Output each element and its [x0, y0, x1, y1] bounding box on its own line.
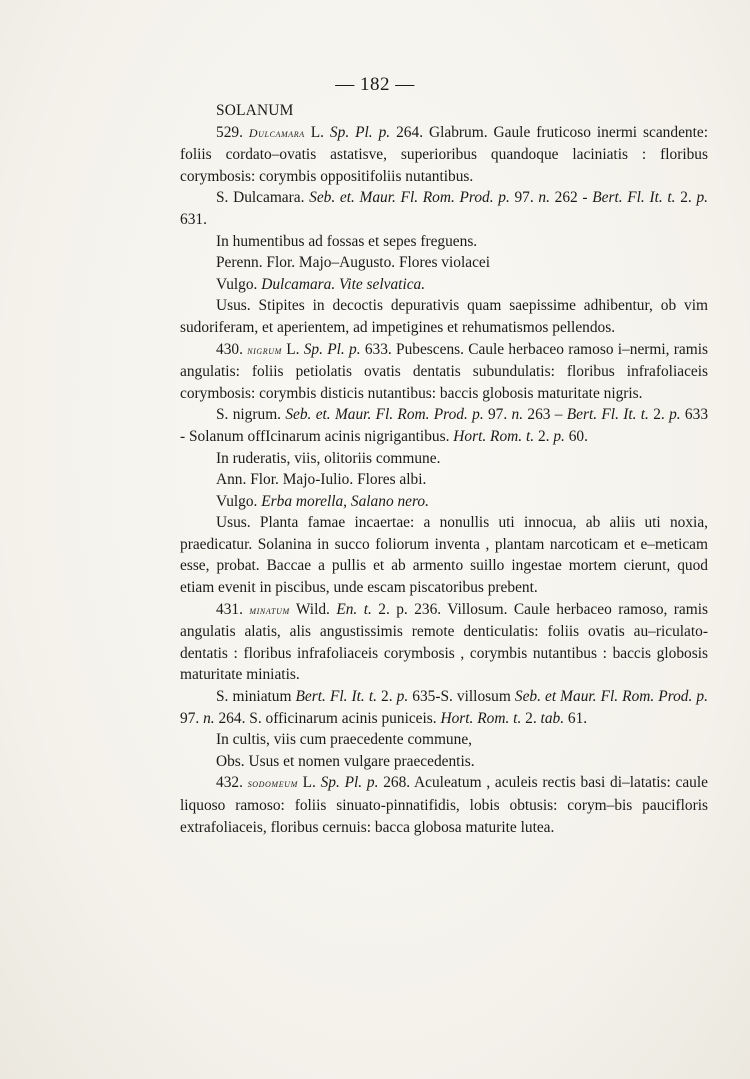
vernacular-label: Vulgo.: [216, 492, 262, 510]
description-text: 264. Glabrum. Gaule fruticoso inermi scandente: foliis cordato–ovatis astatisve, superioribus quandoque laciniatis : floribus corymbosis: corymbis oppositifoliis nutantibus.: [180, 123, 708, 185]
species-name: sodomeum: [247, 776, 298, 791]
syn-ref: n.: [203, 709, 215, 727]
entry-description: [180, 599, 708, 686]
syn-ref: tab.: [540, 709, 565, 727]
synonymy: [180, 686, 708, 729]
syn-text: 633 - Solanum offIcinarum acinis nigrigantibus.: [180, 406, 709, 445]
vernacular-label: Vulgo.: [216, 275, 262, 293]
entry-number: 431.: [216, 600, 243, 618]
section-title: SOLANUM: [216, 102, 294, 119]
syn-text: 97.: [509, 189, 539, 207]
syn-ref: Seb. et. Maur. Fl. Rom. Prod. p.: [309, 189, 510, 207]
ref-author: L.: [281, 340, 304, 358]
syn-ref: n.: [511, 406, 524, 424]
ref-author: L.: [304, 123, 330, 141]
species-name: minatum: [249, 602, 290, 617]
syn-text: 97.: [483, 406, 512, 424]
syn-text: S. miniatum: [216, 688, 296, 706]
synonymy: [180, 404, 708, 447]
syn-text: 2.: [648, 406, 670, 424]
syn-ref: p.: [553, 427, 565, 445]
ref-work: En. t.: [336, 600, 372, 618]
syn-ref: Hort. Rom. t.: [453, 427, 535, 445]
syn-ref: p.: [696, 189, 708, 207]
syn-ref: Hort. Rom. t.: [440, 709, 522, 727]
syn-text: S. Dulcamara.: [216, 189, 310, 207]
syn-text: 2.: [675, 189, 697, 207]
syn-ref: Seb. et. Maur. Fl. Rom. Prod. p.: [285, 406, 484, 424]
entry-number: 529.: [216, 123, 243, 141]
syn-text: 263 –: [523, 406, 567, 424]
page-body: [180, 100, 708, 838]
syn-text: 635-S. villosum: [408, 688, 515, 706]
ref-work: Sp. Pl. p.: [320, 774, 379, 792]
page-number: — 182 —: [335, 74, 415, 95]
ref-work: Sp. Pl. p.: [303, 340, 361, 358]
vernacular: [216, 491, 708, 513]
entry-description: [180, 772, 708, 838]
habitat: In humentibus ad fossas et sepes freguens.: [216, 232, 478, 250]
syn-ref: Seb. et Maur. Fl. Rom. Prod. p.: [514, 688, 708, 706]
ref-author: L.: [297, 774, 321, 792]
syn-text: 2.: [521, 709, 541, 727]
habitat: In ruderatis, viis, olitoriis commune.: [216, 449, 441, 467]
description-text: 2. p. 236. Villosum. Caule herbaceo ramoso, ramis angulatis alatis, alis angustissimis remote denticulatis: foliis ovatis au–riculato-dentatis : floribus infrafoliaceis corymbosis , corymbis nutantibus : baccis globosis maturitate miniatis.: [180, 600, 708, 684]
syn-text: 631.: [180, 210, 207, 228]
syn-ref: Bert. Fl. It. t.: [295, 688, 377, 706]
syn-text: 2.: [376, 688, 397, 706]
vernacular: [216, 274, 708, 296]
syn-ref: n.: [538, 189, 550, 207]
phenology: Ann. Flor. Majo-Iulio. Flores albi.: [216, 471, 427, 489]
entry-number: 432.: [216, 774, 243, 792]
syn-text: 61.: [564, 709, 588, 727]
habitat: In cultis, viis cum praecedente commune,: [216, 731, 472, 749]
species-name: Dulcamara: [248, 125, 305, 140]
species-name: nigrum: [247, 342, 282, 357]
vernacular-names: Dulcamara. Vite selvatica.: [261, 275, 426, 293]
entry-number: 430.: [216, 340, 243, 358]
syn-text: 264. S. officinarum acinis puniceis.: [214, 709, 441, 727]
syn-text: 2.: [534, 427, 554, 445]
vernacular-names: Erba morella, Salano nero.: [261, 492, 429, 510]
ref-author: Wild.: [289, 600, 337, 618]
syn-ref: Bert. Fl. It. t.: [592, 189, 676, 207]
phenology: Perenn. Flor. Majo–Augusto. Flores violacei: [216, 254, 491, 272]
syn-ref: p.: [669, 406, 681, 424]
entry-description: [180, 122, 708, 188]
description-text: 268. Aculeatum , aculeis rectis basi di–latatis: caule liquoso ramoso: foliis sinuato-pinnatifidis, lobis obtusis: corym–bis paucifloris extrafoliaceis, floribus cernuis: bacca globosa maturite lutea.: [180, 774, 708, 836]
syn-ref: Bert. Fl. It. t.: [566, 406, 649, 424]
description-text: 633. Pubescens. Caule herbaceo ramoso i–nermi, ramis angulatis: foliis petiolatis ovatis dentatis subundulatis: floribus infrafoliaceis corymbosis: corymbis disticis nutantibus: baccis globosis maturitate nigris.: [180, 340, 708, 402]
syn-ref: p.: [396, 688, 409, 706]
syn-text: 97.: [180, 709, 204, 727]
observation: Obs. Usus et nomen vulgare praecedentis.: [216, 752, 475, 770]
ref-work: Sp. Pl. p.: [329, 123, 391, 141]
entry-description: [180, 339, 708, 405]
syn-text: 262 -: [549, 189, 593, 207]
uses: Usus. Planta famae incaertae: a nonullis uti innocua, ab aliis uti noxia, praedicatur. Solanina in succo foliorum inventa , plantam narcoticam et e–meticam esse, probat. Baccae a pullis et ab armento suillo ingestae mortem cierunt, quod etiam evenit in piscibus, unde escam piscatoribus prebent.: [180, 514, 708, 597]
syn-text: S. nigrum.: [216, 406, 286, 424]
synonymy: [180, 187, 708, 230]
uses: Usus. Stipites in decoctis depurativis quam saepissime adhibentur, ob vim sudoriferam, et aperientem, ad impetigines et rehumatismos pellendos.: [180, 297, 708, 336]
syn-text: 60.: [564, 427, 588, 445]
